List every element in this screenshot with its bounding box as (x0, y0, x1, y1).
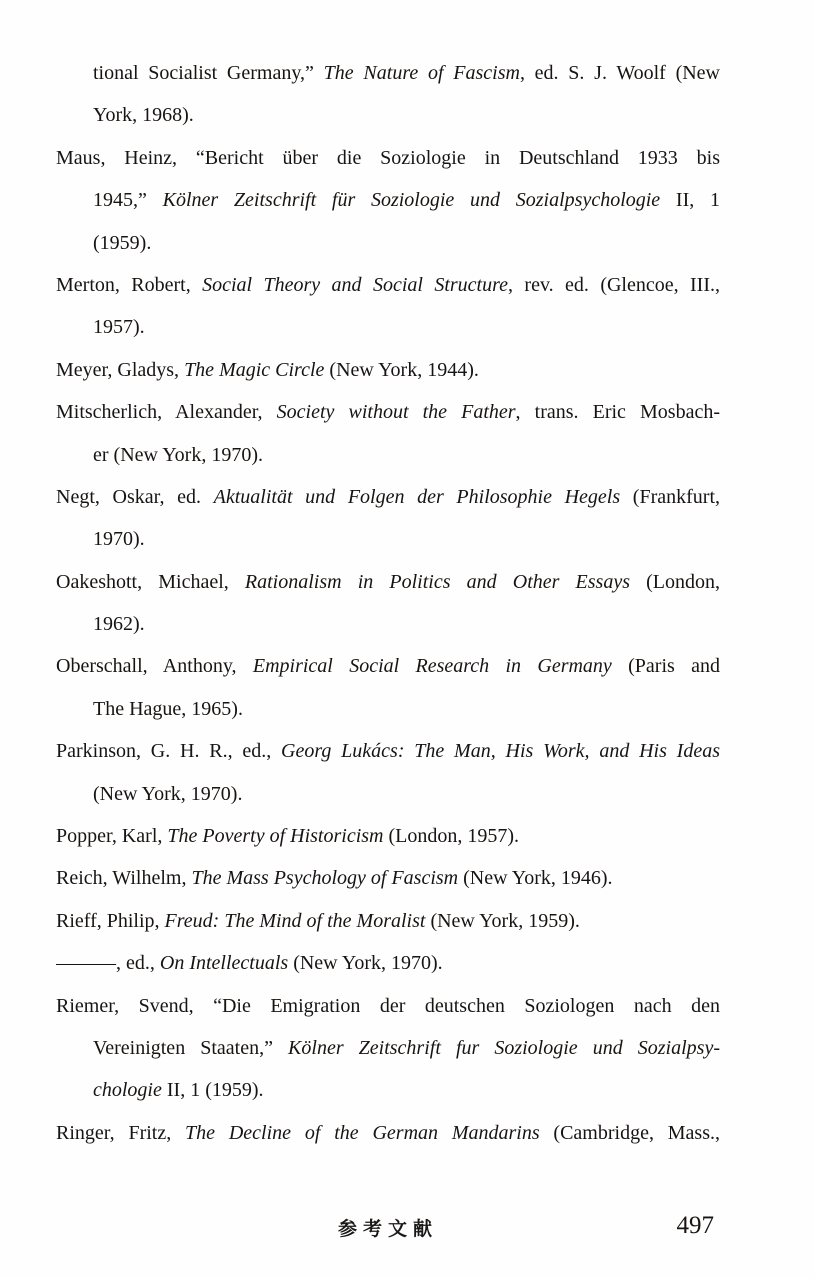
bib-title-segment: Social Theory and Social Structure (202, 273, 509, 296)
bib-line (56, 773, 720, 815)
bib-text-segment: Ringer, Fritz, (56, 1121, 186, 1144)
bib-line (56, 645, 720, 687)
bib-line (56, 900, 720, 942)
bib-text-segment: (New York, 1944). (324, 358, 479, 381)
bib-line (56, 137, 720, 179)
bib-line (56, 985, 720, 1027)
bib-title-segment: Aktualität und Folgen der Philosophie Hegels (213, 485, 621, 508)
bib-text-segment: II, 1 (660, 189, 720, 212)
bib-text-segment: 1970). (93, 528, 145, 551)
bib-text-segment: , trans. Eric Mosbach- (515, 401, 720, 424)
bib-line (56, 434, 720, 476)
bib-title-segment: chologie (93, 1079, 162, 1102)
bib-line (56, 1112, 720, 1154)
page-footer (56, 1212, 720, 1248)
bib-title-segment: Rationalism in Politics and Other Essays (244, 570, 630, 593)
bib-title-segment: On Intellectuals (159, 952, 289, 975)
bib-text-segment: Popper, Karl, (56, 825, 168, 848)
bib-text-segment: Oberschall, Anthony, (56, 655, 253, 678)
bib-line (56, 222, 720, 264)
bib-text-segment: Merton, Robert, (56, 273, 203, 296)
bib-text-segment: Negt, Oskar, ed. (56, 485, 214, 508)
bib-title-segment: Georg Lukács: The Man, His Work, and His Ideas (281, 740, 720, 763)
bib-text-segment: Riemer, Svend, “Die Emigration der deutschen Soziologen nach den (56, 994, 720, 1017)
bib-line (56, 603, 720, 645)
bib-title-segment: The Poverty of Historicism (167, 825, 384, 848)
bib-text-segment: (1959). (93, 231, 152, 254)
bib-title-segment: The Magic Circle (184, 358, 325, 381)
bib-line (56, 688, 720, 730)
bib-text-segment: Oakeshott, Michael, (56, 570, 245, 593)
bib-text-segment: , ed. S. J. Woolf (New (519, 62, 720, 84)
bib-line (56, 730, 720, 772)
bib-text-segment: (New York, 1970). (93, 782, 243, 805)
bib-text-segment: Parkinson, G. H. R., ed., (56, 740, 282, 763)
bib-text-segment: (London, (629, 570, 720, 593)
bib-text-segment: 1945,” (93, 189, 163, 212)
bib-title-segment: Society without the Father (276, 401, 516, 424)
bib-line (56, 561, 720, 603)
bib-title-segment: The Decline of the German Mandarins (185, 1121, 540, 1144)
bib-text-segment: (Frankfurt, (620, 485, 720, 508)
bib-line (56, 942, 720, 984)
bib-text-segment: Reich, Wilhelm, (56, 867, 192, 890)
page-number: 497 (676, 1212, 714, 1239)
bib-line (56, 1069, 720, 1111)
bib-text-segment: ———, ed., (56, 952, 160, 975)
running-footer-section-title: 参考文献 (337, 1219, 439, 1240)
bib-line (56, 518, 720, 560)
bib-title-segment: The Nature of Fascism (323, 62, 520, 84)
bib-line (56, 94, 720, 136)
bib-text-segment: Mitscherlich, Alexander, (56, 401, 277, 424)
bib-text-segment: The Hague, 1965). (93, 697, 243, 720)
bib-line (56, 306, 720, 348)
bib-title-segment: Kölner Zeitschrift fur Soziologie und Sozialpsy- (288, 1036, 720, 1059)
bib-text-segment: Rieff, Philip, (56, 909, 165, 932)
bib-line (56, 391, 720, 433)
bib-text-segment: (Cambridge, Mass., (539, 1121, 720, 1144)
bib-text-segment: (Paris and (611, 655, 720, 678)
bib-title-segment: Freud: The Mind of the Moralist (164, 909, 426, 932)
bib-line (56, 1027, 720, 1069)
bib-text-segment: II, 1 (1959). (161, 1079, 264, 1102)
bib-line (56, 857, 720, 899)
bib-text-segment: Meyer, Gladys, (56, 358, 185, 381)
bib-title-segment: The Mass Psychology of Fascism (191, 867, 459, 890)
bib-line (56, 349, 720, 391)
bib-title-segment: Kölner Zeitschrift für Soziologie und Sozialpsychologie (162, 189, 661, 212)
bib-text-segment: tional Socialist Germany,” (93, 62, 324, 84)
bib-text-segment: (New York, 1946). (458, 867, 613, 890)
bib-text-segment: Maus, Heinz, “Bericht über die Soziologie in Deutschland 1933 bis (56, 146, 720, 169)
bib-text-segment: York, 1968). (93, 104, 194, 127)
bib-line (56, 815, 720, 857)
bib-text-segment: 1957). (93, 316, 145, 339)
bib-text-segment: (New York, 1970). (288, 952, 443, 975)
bibliography-list (56, 52, 720, 1154)
bib-text-segment: er (New York, 1970). (93, 443, 263, 466)
bib-line (56, 52, 720, 94)
bib-text-segment: , rev. ed. (Glencoe, III., (508, 273, 720, 296)
bib-text-segment: 1962). (93, 613, 145, 636)
bib-title-segment: Empirical Social Research in Germany (252, 655, 612, 678)
bib-line (56, 264, 720, 306)
bib-line (56, 179, 720, 221)
bib-line (56, 476, 720, 518)
bib-text-segment: Vereinigten Staaten,” (93, 1036, 289, 1059)
bib-text-segment: (London, 1957). (383, 825, 520, 848)
bib-text-segment: (New York, 1959). (425, 909, 580, 932)
